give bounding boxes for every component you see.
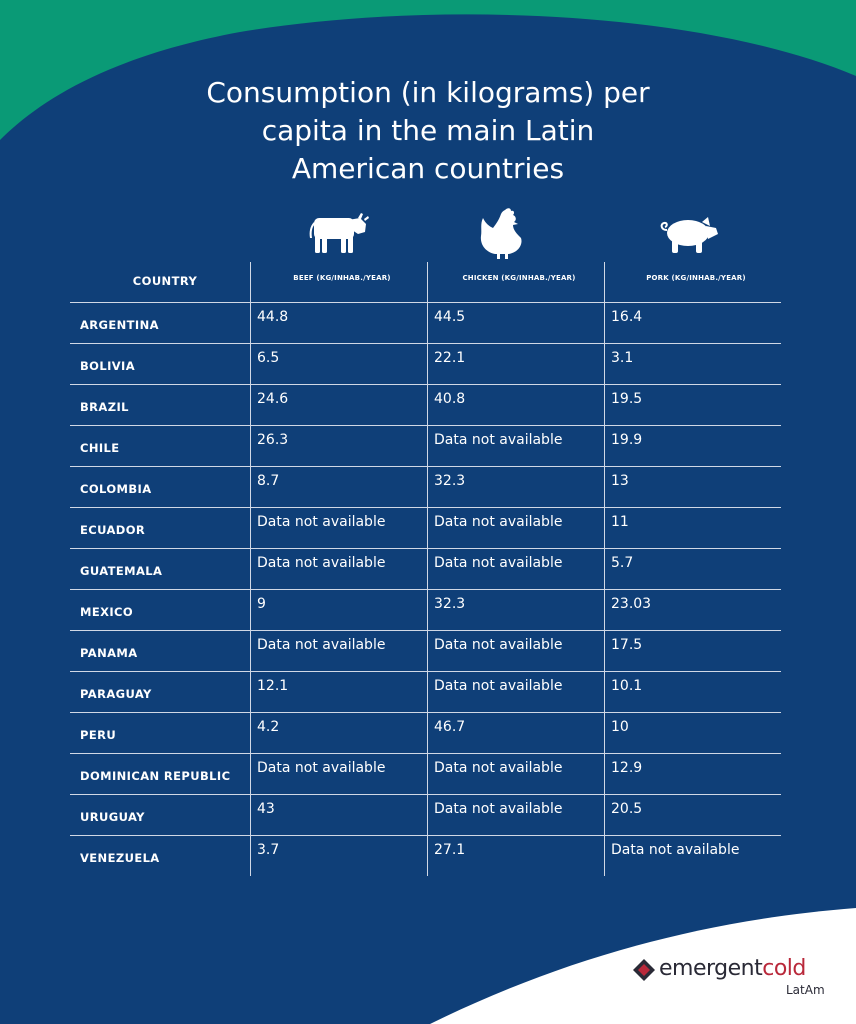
cell-country [70, 303, 251, 344]
cell-country [70, 713, 251, 754]
cell-country [70, 467, 251, 508]
title-line-3: American countries [291, 152, 565, 185]
cell-country [70, 754, 251, 795]
country-label: VENEZUELA [80, 851, 160, 865]
cell-country [70, 795, 251, 836]
value-label: Data not available [434, 678, 563, 694]
value-label: Data not available [257, 514, 386, 530]
table-row [70, 672, 781, 713]
value-label: 10 [611, 719, 629, 735]
cell-chicken [428, 426, 605, 467]
cell-chicken [428, 467, 605, 508]
value-label: Data not available [611, 842, 740, 858]
cell-chicken [428, 672, 605, 713]
value-label: Data not available [434, 801, 563, 817]
value-label: Data not available [434, 555, 563, 571]
value-label: 43 [257, 801, 275, 817]
country-label: CHILE [80, 441, 120, 455]
cell-pork [605, 508, 782, 549]
cell-country [70, 344, 251, 385]
pig-icon [656, 214, 722, 254]
column-header-chicken: CHICKEN (KG/INHAB./YEAR) [428, 262, 605, 303]
table-row [70, 303, 781, 344]
value-label: 23.03 [611, 596, 652, 612]
table-row [70, 467, 781, 508]
value-label: 3.7 [257, 842, 280, 858]
cell-pork [605, 795, 782, 836]
cell-chicken [428, 344, 605, 385]
cell-pork [605, 549, 782, 590]
cell-chicken [428, 549, 605, 590]
chicken-icon [477, 206, 527, 260]
value-label: 24.6 [257, 391, 289, 407]
cell-chicken [428, 631, 605, 672]
cell-beef [251, 631, 428, 672]
cell-pork [605, 713, 782, 754]
cell-beef [251, 713, 428, 754]
value-label: 27.1 [434, 842, 466, 858]
value-label: 11 [611, 514, 629, 530]
cell-country [70, 590, 251, 631]
value-label: 40.8 [434, 391, 466, 407]
value-label: 12.1 [257, 678, 289, 694]
cell-country [70, 836, 251, 877]
value-label: Data not available [434, 514, 563, 530]
country-label: ARGENTINA [80, 318, 159, 332]
column-header-beef: BEEF (KG/INHAB./YEAR) [251, 262, 428, 303]
value-label: 32.3 [434, 473, 466, 489]
cow-icon [308, 212, 370, 254]
value-label: 44.5 [434, 309, 466, 325]
value-label: 19.9 [611, 432, 643, 448]
country-label: BOLIVIA [80, 359, 136, 373]
value-label: 3.1 [611, 350, 634, 366]
value-label: 6.5 [257, 350, 280, 366]
table-row [70, 836, 781, 877]
column-header-country: COUNTRY [70, 262, 251, 303]
title-line-1: Consumption (in kilograms) per [206, 76, 650, 109]
value-label: Data not available [434, 637, 563, 653]
cell-beef [251, 754, 428, 795]
value-label: 32.3 [434, 596, 466, 612]
cell-beef [251, 508, 428, 549]
value-label: Data not available [257, 555, 386, 571]
value-label: 8.7 [257, 473, 280, 489]
cell-beef [251, 467, 428, 508]
country-label: GUATEMALA [80, 564, 163, 578]
cell-pork [605, 672, 782, 713]
cell-pork [605, 344, 782, 385]
table-row [70, 631, 781, 672]
country-label: URUGUAY [80, 810, 145, 824]
table-row [70, 508, 781, 549]
country-label: MEXICO [80, 605, 134, 619]
table-row [70, 590, 781, 631]
value-label: 5.7 [611, 555, 634, 571]
country-label: DOMINICAN REPUBLIC [80, 769, 231, 783]
cell-country [70, 672, 251, 713]
value-label: 26.3 [257, 432, 289, 448]
value-label: Data not available [257, 637, 386, 653]
value-label: Data not available [434, 432, 563, 448]
cell-chicken [428, 508, 605, 549]
header-row [70, 262, 781, 303]
value-label: 19.5 [611, 391, 643, 407]
diamond-logo-mark [632, 958, 656, 982]
cell-country [70, 508, 251, 549]
table-row [70, 754, 781, 795]
cell-pork [605, 590, 782, 631]
country-label: BRAZIL [80, 400, 129, 414]
country-label: PERU [80, 728, 117, 742]
table-body [70, 303, 781, 877]
cell-beef [251, 590, 428, 631]
cell-chicken [428, 713, 605, 754]
table-row [70, 426, 781, 467]
cell-chicken [428, 795, 605, 836]
country-label: ECUADOR [80, 523, 146, 537]
value-label: 16.4 [611, 309, 643, 325]
cell-beef [251, 549, 428, 590]
cell-pork [605, 426, 782, 467]
cell-beef [251, 303, 428, 344]
table-row [70, 344, 781, 385]
value-label: 10.1 [611, 678, 643, 694]
table-row [70, 713, 781, 754]
cell-chicken [428, 836, 605, 877]
logo-wordmark: emergentcold [659, 956, 806, 981]
cell-pork [605, 836, 782, 877]
country-label: PANAMA [80, 646, 138, 660]
cell-beef [251, 426, 428, 467]
value-label: Data not available [257, 760, 386, 776]
cell-pork [605, 467, 782, 508]
consumption-table [70, 262, 781, 876]
value-label: 46.7 [434, 719, 466, 735]
value-label: 13 [611, 473, 629, 489]
cell-country [70, 385, 251, 426]
cell-country [70, 549, 251, 590]
country-label: PARAGUAY [80, 687, 152, 701]
value-label: 4.2 [257, 719, 280, 735]
value-label: 22.1 [434, 350, 466, 366]
cell-beef [251, 385, 428, 426]
cell-beef [251, 836, 428, 877]
country-label: COLOMBIA [80, 482, 152, 496]
table-row [70, 549, 781, 590]
column-header-pork: PORK (KG/INHAB./YEAR) [605, 262, 782, 303]
title-line-2: capita in the main Latin [261, 114, 595, 147]
cell-pork [605, 631, 782, 672]
cell-pork [605, 754, 782, 795]
cell-country [70, 631, 251, 672]
cell-pork [605, 303, 782, 344]
cell-beef [251, 344, 428, 385]
cell-chicken [428, 385, 605, 426]
cell-beef [251, 795, 428, 836]
cell-chicken [428, 303, 605, 344]
value-label: Data not available [434, 760, 563, 776]
value-label: 44.8 [257, 309, 289, 325]
value-label: 17.5 [611, 637, 643, 653]
chart-title [100, 74, 756, 188]
emergentcold-logo [632, 956, 825, 1000]
cell-chicken [428, 590, 605, 631]
cell-pork [605, 385, 782, 426]
logo-subtitle: LatAm [786, 983, 825, 997]
cell-beef [251, 672, 428, 713]
table-row [70, 795, 781, 836]
value-label: 12.9 [611, 760, 643, 776]
cell-country [70, 426, 251, 467]
cell-chicken [428, 754, 605, 795]
table-row [70, 385, 781, 426]
value-label: 9 [257, 596, 266, 612]
value-label: 20.5 [611, 801, 643, 817]
